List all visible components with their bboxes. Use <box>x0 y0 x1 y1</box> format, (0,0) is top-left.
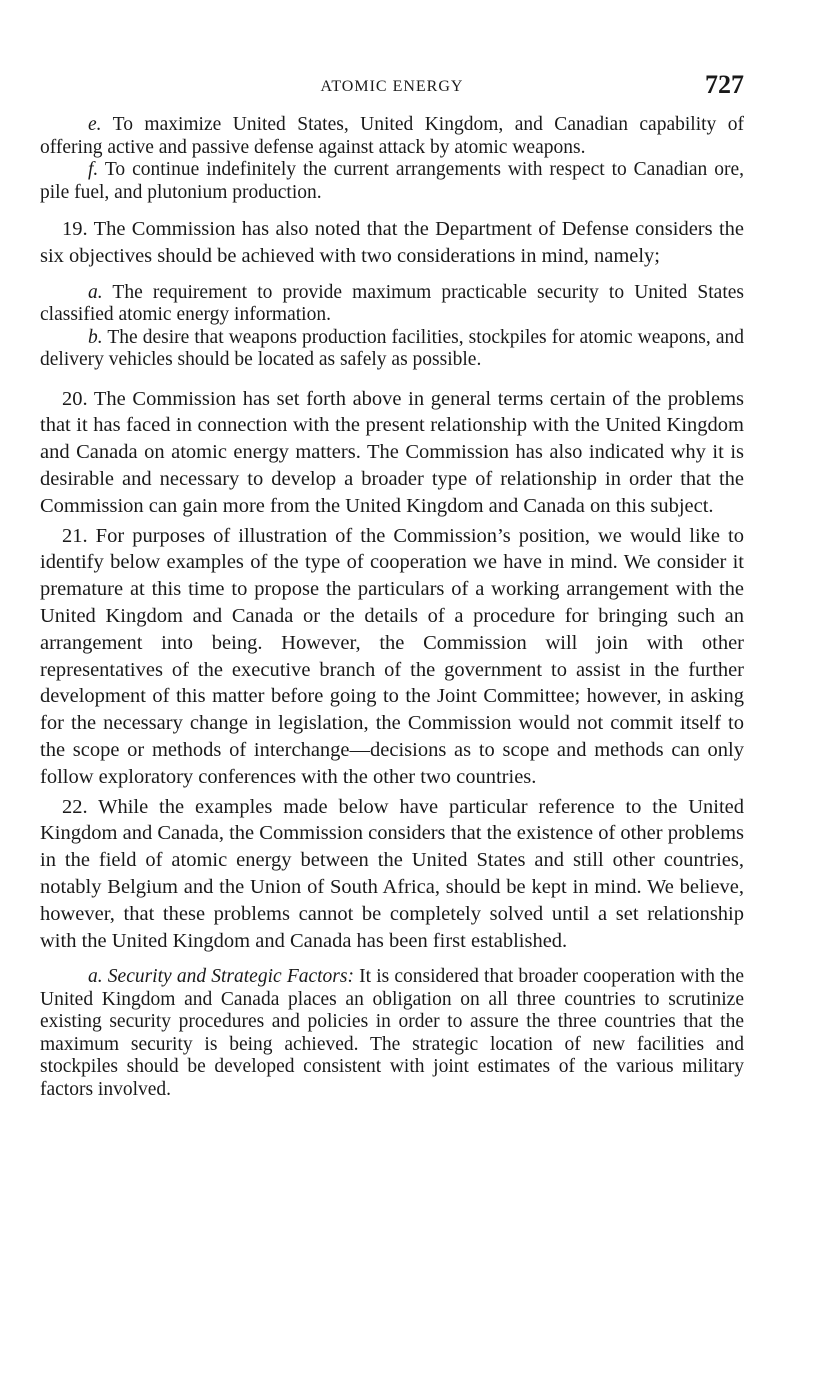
item-f <box>40 159 744 204</box>
item-security-strategic <box>40 966 744 1101</box>
item-a-requirement <box>40 282 744 327</box>
page-number: 727 <box>705 70 744 99</box>
item-e-text: To maximize United States, United Kingdom, and Canadian capability of offering active and passive defense against attack by atomic weapons. <box>40 114 744 158</box>
item-security-label: a. Security and Strategic Factors: <box>88 966 354 988</box>
item-e <box>40 114 744 159</box>
running-head <box>40 70 744 104</box>
item-b-text: The desire that weapons production facilities, stockpiles for atomic weapons, and delivery vehicles should be located as safely as possible. <box>40 326 744 371</box>
item-f-label: f. <box>88 159 99 180</box>
item-security-text: It is considered that broader cooperation with the United Kingdom and Canada places an obligation on all three countries to scrutinize existing security procedures and policies in order to assure the three countries that the maximum security is being achieved. The strategic location of new facilities and stockpiles should be developed consistent with joint estimates of the various military factors involved. <box>40 966 745 1100</box>
item-f-text: To continue indefinitely the current arrangements with respect to Canadian ore, pile fuel, and plutonium production. <box>40 159 744 203</box>
document-page <box>40 70 744 1101</box>
item-a-label: a. <box>88 281 103 303</box>
item-b-desire <box>40 327 744 372</box>
running-title: ATOMIC ENERGY <box>320 78 464 95</box>
paragraph-20: 20. The Commission has set forth above in general terms certain of the problems that it has faced in connection with the present relationship with the United Kingdom and Canada on atomic energy matters. The Commission has also indicated why it is desirable and necessary to develop a broader type of relationship in order that the Commission can gain more from the United Kingdom and Canada on this subject. <box>40 387 744 517</box>
paragraph-21: 21. For purposes of illustration of the Commission’s position, we would like to identify below examples of the type of cooperation we have in mind. We consider it premature at this time to propose the particulars of a working arrangement with the United Kingdom and Canada or the details of a procedure for bringing such an arrangement into being. However, the Commission will join with other representatives of the executive branch of the government to assist in the further development of this matter before going to the Joint Committee; however, in asking for the necessary change in legislation, the Commission would not commit itself to the scope or methods of interchange—decisions as to scope and methods can only follow exploratory conferences with the other two countries. <box>40 524 744 788</box>
paragraph-19: 19. The Commission has also noted that the Department of Defense considers the six objectives should be achieved with two considerations in mind, namely; <box>40 218 744 267</box>
item-b-label: b. <box>88 326 103 348</box>
item-a-text: The requirement to provide maximum practicable security to United States classified atomic energy information. <box>40 281 744 326</box>
paragraph-22: 22. While the examples made below have particular reference to the United Kingdom and Canada, the Commission considers that the existence of other problems in the field of atomic energy between the United States and still other countries, notably Belgium and the Union of South Africa, should be kept in mind. We believe, however, that these problems cannot be completely solved until a set relationship with the United Kingdom and Canada has been first established. <box>40 795 744 952</box>
item-e-label: e. <box>88 114 102 135</box>
